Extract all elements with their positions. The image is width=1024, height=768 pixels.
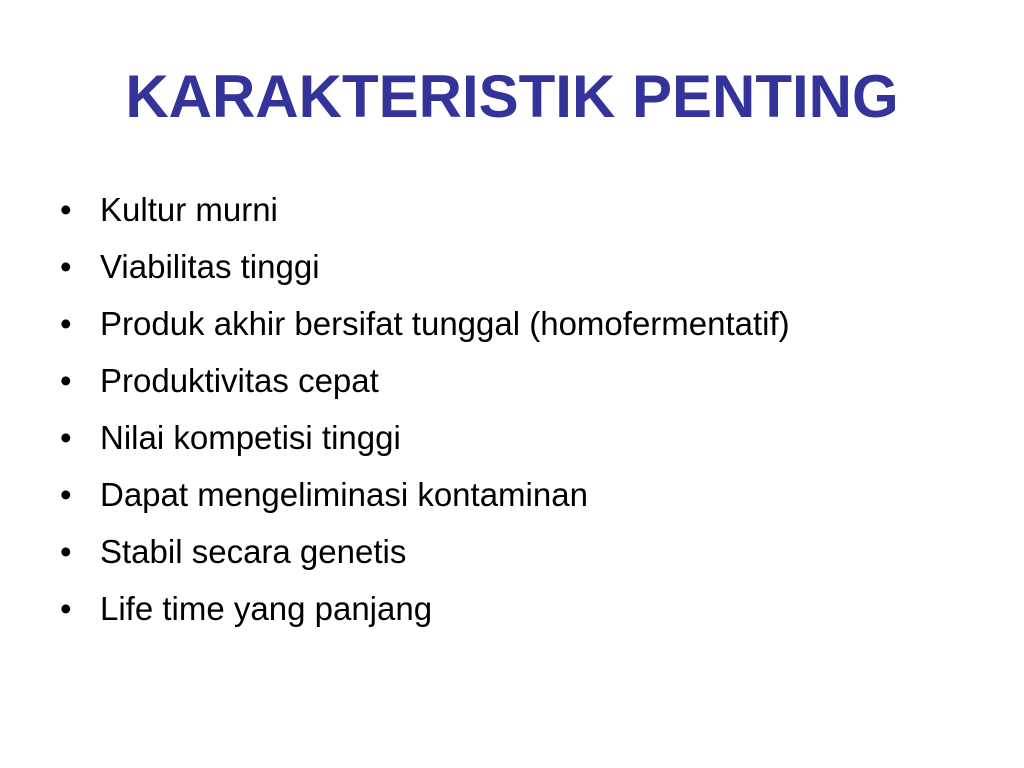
slide-title: KARAKTERISTIK PENTING: [125, 63, 899, 130]
bullet-icon: •: [60, 419, 72, 456]
list-item: [0, 532, 1024, 589]
list-item-text: Produktivitas cepat: [100, 362, 379, 399]
list-item: [0, 418, 1024, 475]
list-item: [0, 475, 1024, 532]
list-item: [0, 361, 1024, 418]
list-item-text: Nilai kompetisi tinggi: [100, 419, 401, 456]
bullet-icon: •: [60, 476, 72, 513]
list-item: [0, 247, 1024, 304]
bullet-icon: •: [60, 248, 72, 285]
list-item-text: Produk akhir bersifat tunggal (homofermentatif): [100, 305, 790, 342]
list-item-text: Viabilitas tinggi: [100, 248, 320, 285]
list-item-text: Kultur murni: [100, 191, 278, 228]
list-item-text: Stabil secara genetis: [100, 533, 407, 570]
list-item-text: Dapat mengeliminasi kontaminan: [100, 476, 588, 513]
bullet-icon: •: [60, 590, 72, 627]
list-item: [0, 589, 1024, 646]
bullet-icon: •: [60, 362, 72, 399]
list-item: [0, 304, 1024, 361]
bullet-icon: •: [60, 191, 72, 228]
list-item-text: Life time yang panjang: [100, 590, 433, 627]
bullet-icon: •: [60, 305, 72, 342]
list-item: [0, 190, 1024, 247]
bullet-icon: •: [60, 533, 72, 570]
bullet-list: [0, 190, 1024, 646]
